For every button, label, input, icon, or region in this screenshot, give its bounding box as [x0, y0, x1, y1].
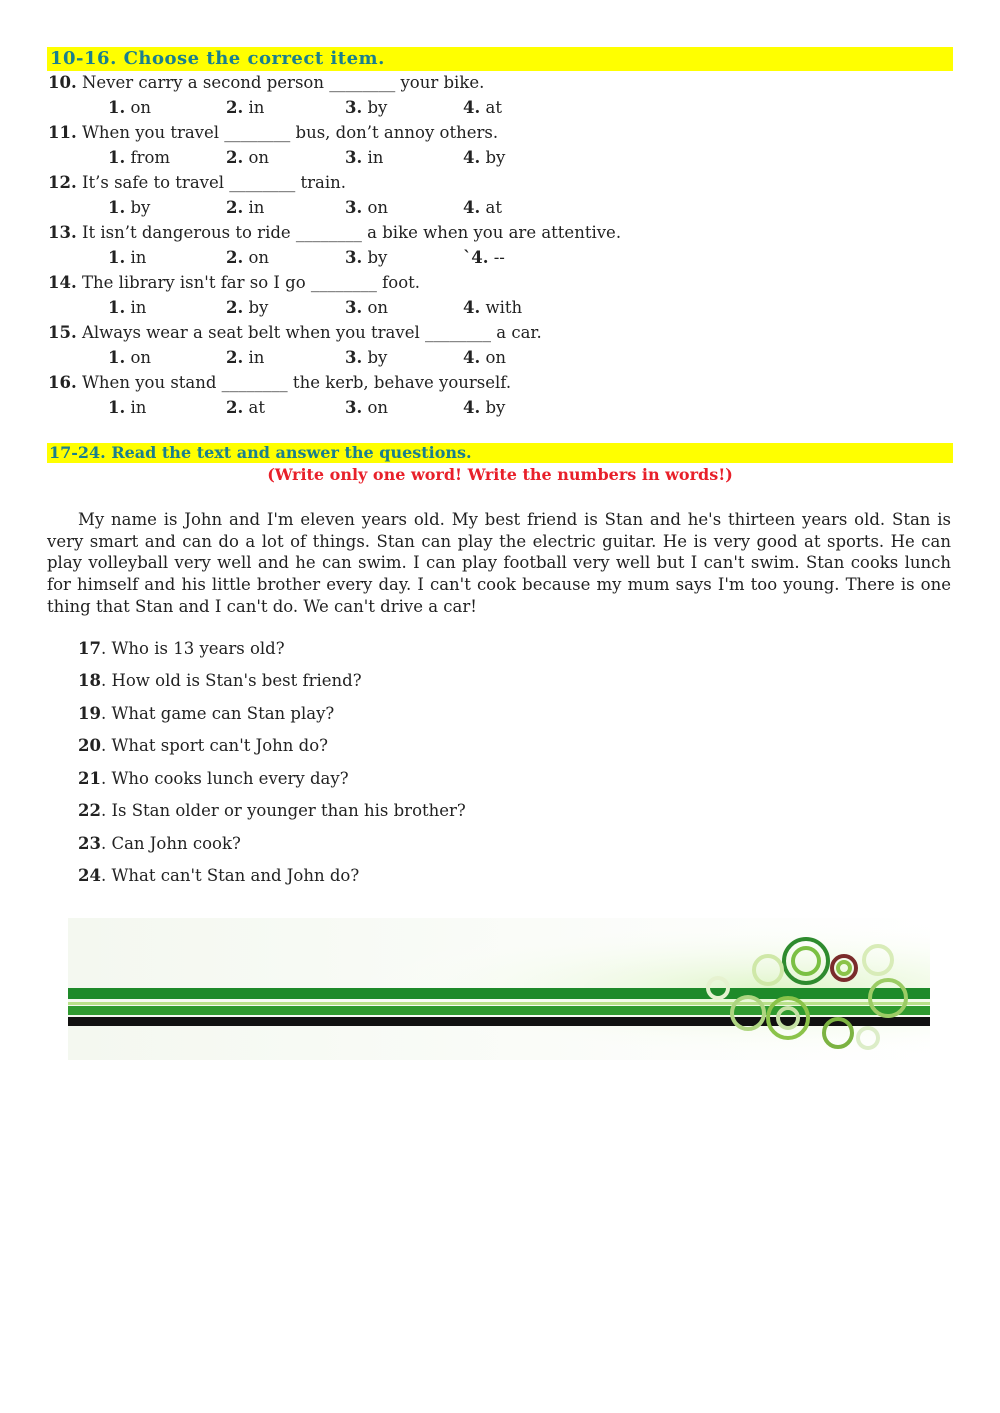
question-text: When you travel ________ bus, don’t annoy others.: [81, 123, 499, 142]
option-number: 1.: [108, 198, 126, 217]
answer-option[interactable]: [226, 347, 264, 369]
question-number: 19: [78, 704, 101, 723]
answer-option[interactable]: [108, 247, 146, 269]
answer-option[interactable]: [226, 147, 269, 169]
answer-option[interactable]: [463, 397, 505, 419]
question-number: 13.: [48, 223, 77, 242]
answer-option[interactable]: [463, 147, 505, 169]
option-text: in: [130, 298, 147, 317]
answer-option[interactable]: [463, 197, 502, 219]
question-number: 17: [78, 639, 101, 658]
answer-option[interactable]: [108, 397, 146, 419]
reading-question-23: [78, 833, 241, 855]
option-number: 2.: [226, 148, 244, 167]
question-14: [48, 272, 420, 294]
option-number: 4.: [463, 398, 481, 417]
question-13: [48, 222, 621, 244]
option-number: 2.: [226, 248, 244, 267]
question-number: 15.: [48, 323, 77, 342]
answer-option[interactable]: [226, 247, 269, 269]
option-text: with: [485, 298, 523, 317]
question-number: 12.: [48, 173, 77, 192]
answer-option[interactable]: [345, 247, 387, 269]
option-number: 3.: [345, 348, 363, 367]
option-text: in: [248, 348, 265, 367]
option-number: 4.: [463, 298, 481, 317]
option-text: in: [248, 198, 265, 217]
option-text: at: [485, 98, 502, 117]
answer-option[interactable]: [345, 297, 388, 319]
reading-question-21: [78, 768, 349, 790]
option-number: 1.: [108, 398, 126, 417]
question-text: Never carry a second person ________ your bike.: [81, 73, 485, 92]
question-number: 18: [78, 671, 101, 690]
reading-question-20: [78, 735, 328, 757]
question-11: [48, 122, 498, 144]
question-text: Always wear a seat belt when you travel ________ a car.: [81, 323, 542, 342]
answer-option[interactable]: [463, 347, 506, 369]
option-text: in: [248, 98, 265, 117]
question-number: 22: [78, 801, 101, 820]
answer-option[interactable]: [108, 147, 170, 169]
instruction-note: (Write only one word! Write the numbers in words!): [267, 465, 733, 484]
option-text: in: [367, 148, 384, 167]
question-number: 16.: [48, 373, 77, 392]
answer-option[interactable]: [345, 97, 387, 119]
question-text: It’s safe to travel ________ train.: [81, 173, 347, 192]
option-text: --: [493, 248, 505, 267]
answer-option[interactable]: [345, 397, 388, 419]
question-number: 10.: [48, 73, 77, 92]
answer-option[interactable]: [108, 197, 150, 219]
question-text: . Can John cook?: [100, 834, 241, 853]
question-number: 20: [78, 736, 101, 755]
option-text: on: [367, 298, 389, 317]
option-number: 1.: [108, 348, 126, 367]
question-text: . What can't Stan and John do?: [100, 866, 360, 885]
option-number: 4.: [463, 148, 481, 167]
option-number: 1.: [108, 98, 126, 117]
option-number: 3.: [345, 298, 363, 317]
option-number: 1.: [108, 298, 126, 317]
option-number: 1.: [108, 148, 126, 167]
answer-option[interactable]: [108, 297, 146, 319]
question-text: . What game can Stan play?: [100, 704, 335, 723]
reading-question-19: [78, 703, 334, 725]
option-text: at: [485, 198, 502, 217]
option-number: 3.: [345, 248, 363, 267]
option-number: 2.: [226, 98, 244, 117]
question-text: It isn’t dangerous to ride ________ a bike when you are attentive.: [81, 223, 622, 242]
option-text: on: [130, 348, 152, 367]
option-text: on: [248, 148, 270, 167]
option-text: in: [130, 248, 147, 267]
question-text: . Who cooks lunch every day?: [100, 769, 349, 788]
option-text: on: [367, 198, 389, 217]
option-number: 3.: [345, 148, 363, 167]
answer-option[interactable]: [463, 247, 505, 269]
answer-option[interactable]: [108, 347, 151, 369]
reading-text: My name is John and I'm eleven years old. My best friend is Stan and he's thirteen years old. Stan is very smart and can do a lot of things. Stan can play the electric guitar. He is very good at sports. He can play volleyball very well and he can swim. I can play football very well but I can't swim. Stan cooks lunch for himself and his little brother every day. I can't cook because my mum says I'm too young. There is one thing that Stan and I can't do. We can't drive a car!: [47, 510, 951, 616]
option-text: by: [367, 348, 388, 367]
option-text: on: [248, 248, 270, 267]
answer-option[interactable]: [226, 397, 265, 419]
answer-option[interactable]: [345, 147, 383, 169]
decorative-banner: [68, 918, 930, 1060]
answer-option[interactable]: [226, 297, 268, 319]
option-number: 3.: [345, 398, 363, 417]
option-text: by: [248, 298, 269, 317]
option-text: from: [130, 148, 171, 167]
question-text: . Is Stan older or younger than his brother?: [100, 801, 466, 820]
answer-option[interactable]: [226, 97, 264, 119]
question-10: [48, 72, 484, 94]
option-text: by: [367, 248, 388, 267]
option-text: by: [485, 148, 506, 167]
question-12: [48, 172, 346, 194]
option-number: 1.: [108, 248, 126, 267]
question-number: 24: [78, 866, 101, 885]
option-number: 4.: [463, 198, 481, 217]
option-number: 3.: [345, 98, 363, 117]
option-number: 2.: [226, 398, 244, 417]
question-text: . How old is Stan's best friend?: [100, 671, 362, 690]
option-text: in: [130, 398, 147, 417]
reading-question-24: [78, 865, 359, 887]
answer-option[interactable]: [226, 197, 264, 219]
reading-question-22: [78, 800, 466, 822]
answer-option[interactable]: [108, 97, 151, 119]
option-number: `4.: [463, 248, 489, 267]
question-text: When you stand ________ the kerb, behave yourself.: [81, 373, 512, 392]
option-text: on: [130, 98, 152, 117]
question-number: 21: [78, 769, 101, 788]
answer-option[interactable]: [345, 197, 388, 219]
option-text: by: [367, 98, 388, 117]
question-text: . What sport can't John do?: [100, 736, 328, 755]
option-text: at: [248, 398, 265, 417]
question-number: 23: [78, 834, 101, 853]
option-number: 2.: [226, 348, 244, 367]
option-number: 2.: [226, 198, 244, 217]
section2-heading: 17-24. Read the text and answer the questions.: [47, 443, 953, 463]
question-15: [48, 322, 542, 344]
option-text: on: [485, 348, 507, 367]
reading-question-17: [78, 638, 285, 660]
question-text: . Who is 13 years old?: [100, 639, 285, 658]
option-number: 3.: [345, 198, 363, 217]
question-16: [48, 372, 511, 394]
question-text: The library isn't far so I go ________ foot.: [81, 273, 421, 292]
section1-heading: 10-16. Choose the correct item.: [47, 47, 953, 71]
answer-option[interactable]: [345, 347, 387, 369]
answer-option[interactable]: [463, 297, 522, 319]
option-number: 4.: [463, 348, 481, 367]
question-number: 11.: [48, 123, 77, 142]
option-number: 2.: [226, 298, 244, 317]
option-number: 4.: [463, 98, 481, 117]
reading-question-18: [78, 670, 362, 692]
option-text: on: [367, 398, 389, 417]
answer-option[interactable]: [463, 97, 502, 119]
option-text: by: [485, 398, 506, 417]
option-text: by: [130, 198, 151, 217]
question-number: 14.: [48, 273, 77, 292]
